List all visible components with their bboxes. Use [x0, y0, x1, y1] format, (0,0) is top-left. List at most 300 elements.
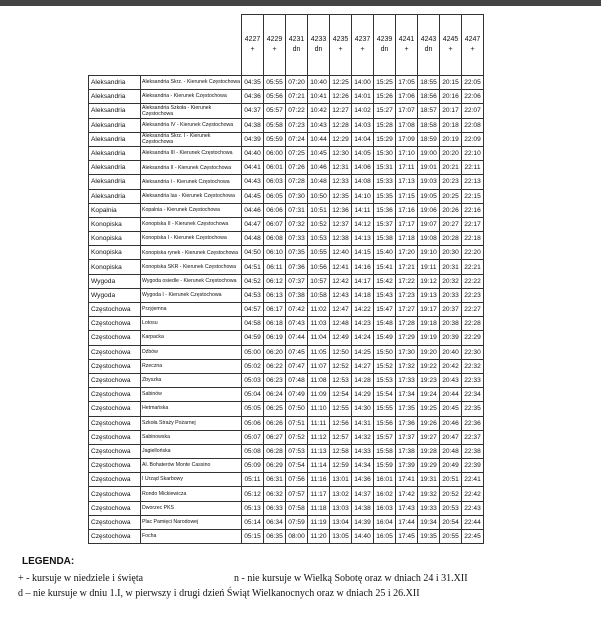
town-cell: Częstochowa [89, 444, 141, 458]
time-cell: 12:54 [330, 388, 352, 402]
town-cell: Częstochowa [89, 402, 141, 416]
time-cell: 19:29 [418, 459, 440, 473]
time-cell: 20:30 [440, 246, 462, 260]
time-cell: 17:37 [396, 430, 418, 444]
time-cell: 22:37 [462, 430, 484, 444]
time-cell: 14:13 [352, 232, 374, 246]
time-cell: 10:56 [308, 260, 330, 274]
time-cell: 15:49 [374, 331, 396, 345]
time-cell: 22:21 [462, 260, 484, 274]
town-cell: Aleksandria [89, 132, 141, 146]
header-blank [141, 15, 242, 76]
time-cell: 05:55 [264, 76, 286, 90]
time-cell: 22:44 [462, 515, 484, 529]
time-cell: 22:18 [462, 232, 484, 246]
stop-cell: Aleksandria IV - Kierunek Częstochowa [141, 118, 242, 132]
time-cell: 20:25 [440, 189, 462, 203]
town-cell: Częstochowa [89, 388, 141, 402]
time-cell: 17:09 [396, 132, 418, 146]
time-cell: 17:42 [396, 487, 418, 501]
stop-cell: Konopiska I - Kierunek Częstochowa [141, 232, 242, 246]
table-row [89, 416, 484, 430]
time-cell: 07:24 [286, 132, 308, 146]
time-cell: 12:42 [330, 274, 352, 288]
table-row [89, 189, 484, 203]
town-cell: Kopalnia [89, 203, 141, 217]
time-cell: 11:16 [308, 473, 330, 487]
time-cell: 07:53 [286, 444, 308, 458]
time-cell: 11:09 [308, 388, 330, 402]
town-cell: Konopiska [89, 217, 141, 231]
stop-cell: I Urząd Skarbowy [141, 473, 242, 487]
time-cell: 05:58 [264, 118, 286, 132]
town-cell: Częstochowa [89, 373, 141, 387]
course-header [418, 15, 440, 76]
time-cell: 22:08 [462, 118, 484, 132]
time-cell: 11:20 [308, 530, 330, 544]
time-cell: 14:31 [352, 416, 374, 430]
time-cell: 14:25 [352, 345, 374, 359]
time-cell: 17:28 [396, 317, 418, 331]
course-header [308, 15, 330, 76]
time-cell: 22:13 [462, 175, 484, 189]
time-cell: 06:05 [264, 189, 286, 203]
time-cell: 20:37 [440, 303, 462, 317]
time-cell: 17:23 [396, 288, 418, 302]
time-cell: 19:24 [418, 388, 440, 402]
time-cell: 12:47 [330, 303, 352, 317]
time-cell: 06:20 [264, 345, 286, 359]
time-cell: 14:18 [352, 288, 374, 302]
time-cell: 05:05 [242, 402, 264, 416]
course-number: 4233 [310, 36, 327, 43]
time-cell: 04:46 [242, 203, 264, 217]
table-row [89, 501, 484, 515]
time-cell: 22:17 [462, 217, 484, 231]
time-cell: 15:35 [374, 189, 396, 203]
time-cell: 14:12 [352, 217, 374, 231]
time-cell: 10:55 [308, 246, 330, 260]
time-cell: 15:30 [374, 146, 396, 160]
legend-plus: + - kursuje w niedziele i święta [18, 573, 144, 584]
time-cell: 07:44 [286, 331, 308, 345]
time-cell: 07:38 [286, 288, 308, 302]
time-cell: 12:57 [330, 430, 352, 444]
time-cell: 15:28 [374, 118, 396, 132]
time-cell: 15:40 [374, 246, 396, 260]
town-cell: Aleksandria [89, 104, 141, 118]
time-cell: 15:27 [374, 104, 396, 118]
table-row [89, 288, 484, 302]
time-cell: 20:28 [440, 232, 462, 246]
time-cell: 11:12 [308, 430, 330, 444]
table-row [89, 118, 484, 132]
time-cell: 11:14 [308, 459, 330, 473]
time-cell: 11:02 [308, 303, 330, 317]
time-cell: 20:46 [440, 416, 462, 430]
time-cell: 17:36 [396, 416, 418, 430]
time-cell: 10:40 [308, 76, 330, 90]
time-cell: 22:33 [462, 373, 484, 387]
time-cell: 05:13 [242, 501, 264, 515]
time-cell: 15:55 [374, 402, 396, 416]
time-cell: 10:52 [308, 217, 330, 231]
time-cell: 11:05 [308, 345, 330, 359]
town-cell: Aleksandria [89, 146, 141, 160]
town-cell: Aleksandria [89, 118, 141, 132]
time-cell: 10:46 [308, 161, 330, 175]
table-row [89, 90, 484, 104]
time-cell: 14:23 [352, 317, 374, 331]
time-cell: 07:56 [286, 473, 308, 487]
stop-cell: Dźbów [141, 345, 242, 359]
time-cell: 07:48 [286, 373, 308, 387]
time-cell: 15:29 [374, 132, 396, 146]
time-cell: 05:12 [242, 487, 264, 501]
course-header [462, 15, 484, 76]
time-cell: 17:45 [396, 530, 418, 544]
time-cell: 07:52 [286, 430, 308, 444]
legend-title: LEGENDA: [22, 556, 75, 567]
time-cell: 14:37 [352, 487, 374, 501]
course-marker: + [404, 46, 409, 53]
time-cell: 14:11 [352, 203, 374, 217]
time-cell: 04:40 [242, 146, 264, 160]
table-row [89, 487, 484, 501]
time-cell: 07:30 [286, 189, 308, 203]
town-cell: Konopiska [89, 246, 141, 260]
time-cell: 22:28 [462, 317, 484, 331]
time-cell: 20:47 [440, 430, 462, 444]
time-cell: 15:52 [374, 359, 396, 373]
town-cell: Aleksandria [89, 76, 141, 90]
town-cell: Wygoda [89, 288, 141, 302]
time-cell: 04:38 [242, 118, 264, 132]
time-cell: 07:28 [286, 175, 308, 189]
time-cell: 20:18 [440, 118, 462, 132]
time-cell: 16:01 [374, 473, 396, 487]
time-cell: 17:17 [396, 217, 418, 231]
time-cell: 20:49 [440, 459, 462, 473]
table-row [89, 274, 484, 288]
course-number: 4247 [464, 36, 481, 43]
town-cell: Aleksandria [89, 161, 141, 175]
time-cell: 04:52 [242, 274, 264, 288]
stop-cell: Lotosu [141, 317, 242, 331]
time-cell: 19:12 [418, 274, 440, 288]
time-cell: 20:42 [440, 359, 462, 373]
time-cell: 17:15 [396, 189, 418, 203]
table-row [89, 203, 484, 217]
time-cell: 19:35 [418, 530, 440, 544]
time-cell: 12:38 [330, 232, 352, 246]
course-marker: dn [314, 46, 323, 53]
town-cell: Aleksandria [89, 175, 141, 189]
time-cell: 22:06 [462, 90, 484, 104]
time-cell: 19:17 [418, 303, 440, 317]
time-cell: 19:19 [418, 331, 440, 345]
time-cell: 22:23 [462, 288, 484, 302]
time-cell: 22:10 [462, 146, 484, 160]
table-row [89, 530, 484, 544]
time-cell: 17:06 [396, 90, 418, 104]
time-cell: 19:27 [418, 430, 440, 444]
time-cell: 10:48 [308, 175, 330, 189]
table-row [89, 345, 484, 359]
time-cell: 12:25 [330, 76, 352, 90]
time-cell: 19:20 [418, 345, 440, 359]
time-cell: 14:03 [352, 118, 374, 132]
time-cell: 16:05 [374, 530, 396, 544]
time-cell: 13:04 [330, 515, 352, 529]
time-cell: 17:16 [396, 203, 418, 217]
time-cell: 05:03 [242, 373, 264, 387]
table-row [89, 430, 484, 444]
time-cell: 20:21 [440, 161, 462, 175]
time-cell: 04:45 [242, 189, 264, 203]
town-cell: Wygoda [89, 274, 141, 288]
time-cell: 14:27 [352, 359, 374, 373]
time-cell: 05:14 [242, 515, 264, 529]
time-cell: 12:27 [330, 104, 352, 118]
time-cell: 18:56 [418, 90, 440, 104]
course-number: 4239 [376, 36, 393, 43]
time-cell: 10:50 [308, 189, 330, 203]
time-cell: 05:08 [242, 444, 264, 458]
course-header [286, 15, 308, 76]
time-cell: 19:18 [418, 317, 440, 331]
time-cell: 18:58 [418, 118, 440, 132]
time-cell: 04:37 [242, 104, 264, 118]
time-cell: 22:15 [462, 189, 484, 203]
stop-cell: Konopiska rynek - Kierunek Częstochowa [141, 246, 242, 260]
time-cell: 04:48 [242, 232, 264, 246]
time-cell: 19:33 [418, 501, 440, 515]
time-cell: 12:48 [330, 317, 352, 331]
time-cell: 06:35 [264, 530, 286, 544]
time-cell: 04:41 [242, 161, 264, 175]
time-cell: 22:36 [462, 416, 484, 430]
time-cell: 10:41 [308, 90, 330, 104]
stop-cell: Wygoda osiedle - Kierunek Częstochowa [141, 274, 242, 288]
time-cell: 14:32 [352, 430, 374, 444]
time-cell: 17:13 [396, 175, 418, 189]
time-cell: 22:30 [462, 345, 484, 359]
stop-cell: Focha [141, 530, 242, 544]
time-cell: 20:40 [440, 345, 462, 359]
time-cell: 20:43 [440, 373, 462, 387]
time-cell: 19:26 [418, 416, 440, 430]
time-cell: 04:59 [242, 331, 264, 345]
course-number: 4243 [420, 36, 437, 43]
time-cell: 06:27 [264, 430, 286, 444]
time-cell: 16:04 [374, 515, 396, 529]
time-cell: 06:13 [264, 288, 286, 302]
time-cell: 04:53 [242, 288, 264, 302]
time-cell: 10:44 [308, 132, 330, 146]
time-cell: 17:34 [396, 388, 418, 402]
stop-cell: Zbyszka [141, 373, 242, 387]
course-header [374, 15, 396, 76]
stop-cell: Aleksandria Skrz. - Kierunek Częstochowa [141, 76, 242, 90]
time-cell: 15:25 [374, 76, 396, 90]
time-cell: 20:27 [440, 217, 462, 231]
time-cell: 17:08 [396, 118, 418, 132]
stop-cell: Aleksandria III - Kierunek Częstochowa [141, 146, 242, 160]
time-cell: 06:08 [264, 232, 286, 246]
town-cell: Częstochowa [89, 430, 141, 444]
time-cell: 07:21 [286, 90, 308, 104]
time-cell: 22:34 [462, 388, 484, 402]
town-cell: Częstochowa [89, 345, 141, 359]
table-row [89, 260, 484, 274]
time-cell: 12:33 [330, 175, 352, 189]
time-cell: 19:10 [418, 246, 440, 260]
time-cell: 11:13 [308, 444, 330, 458]
time-cell: 10:53 [308, 232, 330, 246]
time-cell: 14:30 [352, 402, 374, 416]
time-cell: 06:11 [264, 260, 286, 274]
course-number: 4235 [332, 36, 349, 43]
stop-cell: Rzeczna [141, 359, 242, 373]
time-cell: 14:01 [352, 90, 374, 104]
time-cell: 14:16 [352, 260, 374, 274]
time-cell: 20:26 [440, 203, 462, 217]
time-cell: 04:39 [242, 132, 264, 146]
time-cell: 19:34 [418, 515, 440, 529]
table-row [89, 473, 484, 487]
time-cell: 20:32 [440, 274, 462, 288]
time-cell: 07:23 [286, 118, 308, 132]
time-cell: 12:30 [330, 146, 352, 160]
stop-cell: Aleksandria I - Kierunek Częstochowa [141, 175, 242, 189]
time-cell: 11:07 [308, 359, 330, 373]
time-cell: 20:39 [440, 331, 462, 345]
time-cell: 06:33 [264, 501, 286, 515]
stop-cell: Aleksandria II - Kierunek Częstochowa [141, 161, 242, 175]
time-cell: 06:32 [264, 487, 286, 501]
time-cell: 05:57 [264, 104, 286, 118]
time-cell: 11:04 [308, 331, 330, 345]
time-cell: 22:05 [462, 76, 484, 90]
time-cell: 04:35 [242, 76, 264, 90]
time-cell: 15:56 [374, 416, 396, 430]
time-cell: 07:32 [286, 217, 308, 231]
town-cell: Częstochowa [89, 303, 141, 317]
time-cell: 22:35 [462, 402, 484, 416]
town-cell: Częstochowa [89, 473, 141, 487]
time-cell: 20:44 [440, 388, 462, 402]
time-cell: 17:05 [396, 76, 418, 90]
stop-cell: Rondo Mickiewicza [141, 487, 242, 501]
town-cell: Aleksandria [89, 189, 141, 203]
time-cell: 22:27 [462, 303, 484, 317]
time-cell: 12:53 [330, 373, 352, 387]
town-cell: Częstochowa [89, 530, 141, 544]
time-cell: 17:20 [396, 246, 418, 260]
time-cell: 10:58 [308, 288, 330, 302]
time-cell: 11:11 [308, 416, 330, 430]
time-cell: 04:57 [242, 303, 264, 317]
time-cell: 12:35 [330, 189, 352, 203]
time-cell: 06:03 [264, 175, 286, 189]
time-cell: 06:28 [264, 444, 286, 458]
time-cell: 06:01 [264, 161, 286, 175]
course-number: 4231 [288, 36, 305, 43]
time-cell: 20:51 [440, 473, 462, 487]
time-cell: 20:53 [440, 501, 462, 515]
time-cell: 22:41 [462, 473, 484, 487]
time-cell: 06:25 [264, 402, 286, 416]
time-cell: 06:19 [264, 331, 286, 345]
time-cell: 12:41 [330, 260, 352, 274]
stop-cell: Kopalnia - Kierunek Częstochowa [141, 203, 242, 217]
town-cell: Konopiska [89, 260, 141, 274]
time-cell: 12:52 [330, 359, 352, 373]
time-cell: 17:27 [396, 303, 418, 317]
time-cell: 06:31 [264, 473, 286, 487]
time-cell: 06:06 [264, 203, 286, 217]
course-marker: + [250, 46, 255, 53]
time-cell: 06:26 [264, 416, 286, 430]
time-cell: 14:04 [352, 132, 374, 146]
table-row [89, 175, 484, 189]
time-cell: 18:59 [418, 132, 440, 146]
time-cell: 06:24 [264, 388, 286, 402]
stop-cell: Szkoła Straży Pożarnej [141, 416, 242, 430]
time-cell: 22:32 [462, 359, 484, 373]
course-marker: dn [380, 46, 389, 53]
stop-cell: Dworzec PKS [141, 501, 242, 515]
time-cell: 07:50 [286, 402, 308, 416]
time-cell: 14:38 [352, 501, 374, 515]
stop-cell: Aleksandria Skrz. I - Kierunek Częstochowa [141, 132, 242, 146]
stop-cell: Przyjemna [141, 303, 242, 317]
time-cell: 22:22 [462, 274, 484, 288]
time-cell: 06:29 [264, 459, 286, 473]
time-cell: 11:03 [308, 317, 330, 331]
time-cell: 17:10 [396, 146, 418, 160]
course-header [440, 15, 462, 76]
time-cell: 07:45 [286, 345, 308, 359]
time-cell: 17:30 [396, 345, 418, 359]
time-cell: 11:19 [308, 515, 330, 529]
table-row [89, 359, 484, 373]
table-row [89, 217, 484, 231]
table-row [89, 104, 484, 118]
town-cell: Częstochowa [89, 501, 141, 515]
time-cell: 12:49 [330, 331, 352, 345]
course-number: 4237 [354, 36, 371, 43]
time-cell: 05:11 [242, 473, 264, 487]
time-cell: 04:58 [242, 317, 264, 331]
time-cell: 19:00 [418, 146, 440, 160]
time-cell: 07:36 [286, 260, 308, 274]
time-cell: 12:26 [330, 90, 352, 104]
time-cell: 07:26 [286, 161, 308, 175]
time-cell: 13:01 [330, 473, 352, 487]
timetable-body [89, 76, 484, 544]
time-cell: 22:38 [462, 444, 484, 458]
town-cell: Częstochowa [89, 487, 141, 501]
time-cell: 20:16 [440, 90, 462, 104]
time-cell: 20:31 [440, 260, 462, 274]
time-cell: 04:36 [242, 90, 264, 104]
table-row [89, 161, 484, 175]
scan-edge [0, 0, 601, 6]
time-cell: 22:07 [462, 104, 484, 118]
time-cell: 07:49 [286, 388, 308, 402]
